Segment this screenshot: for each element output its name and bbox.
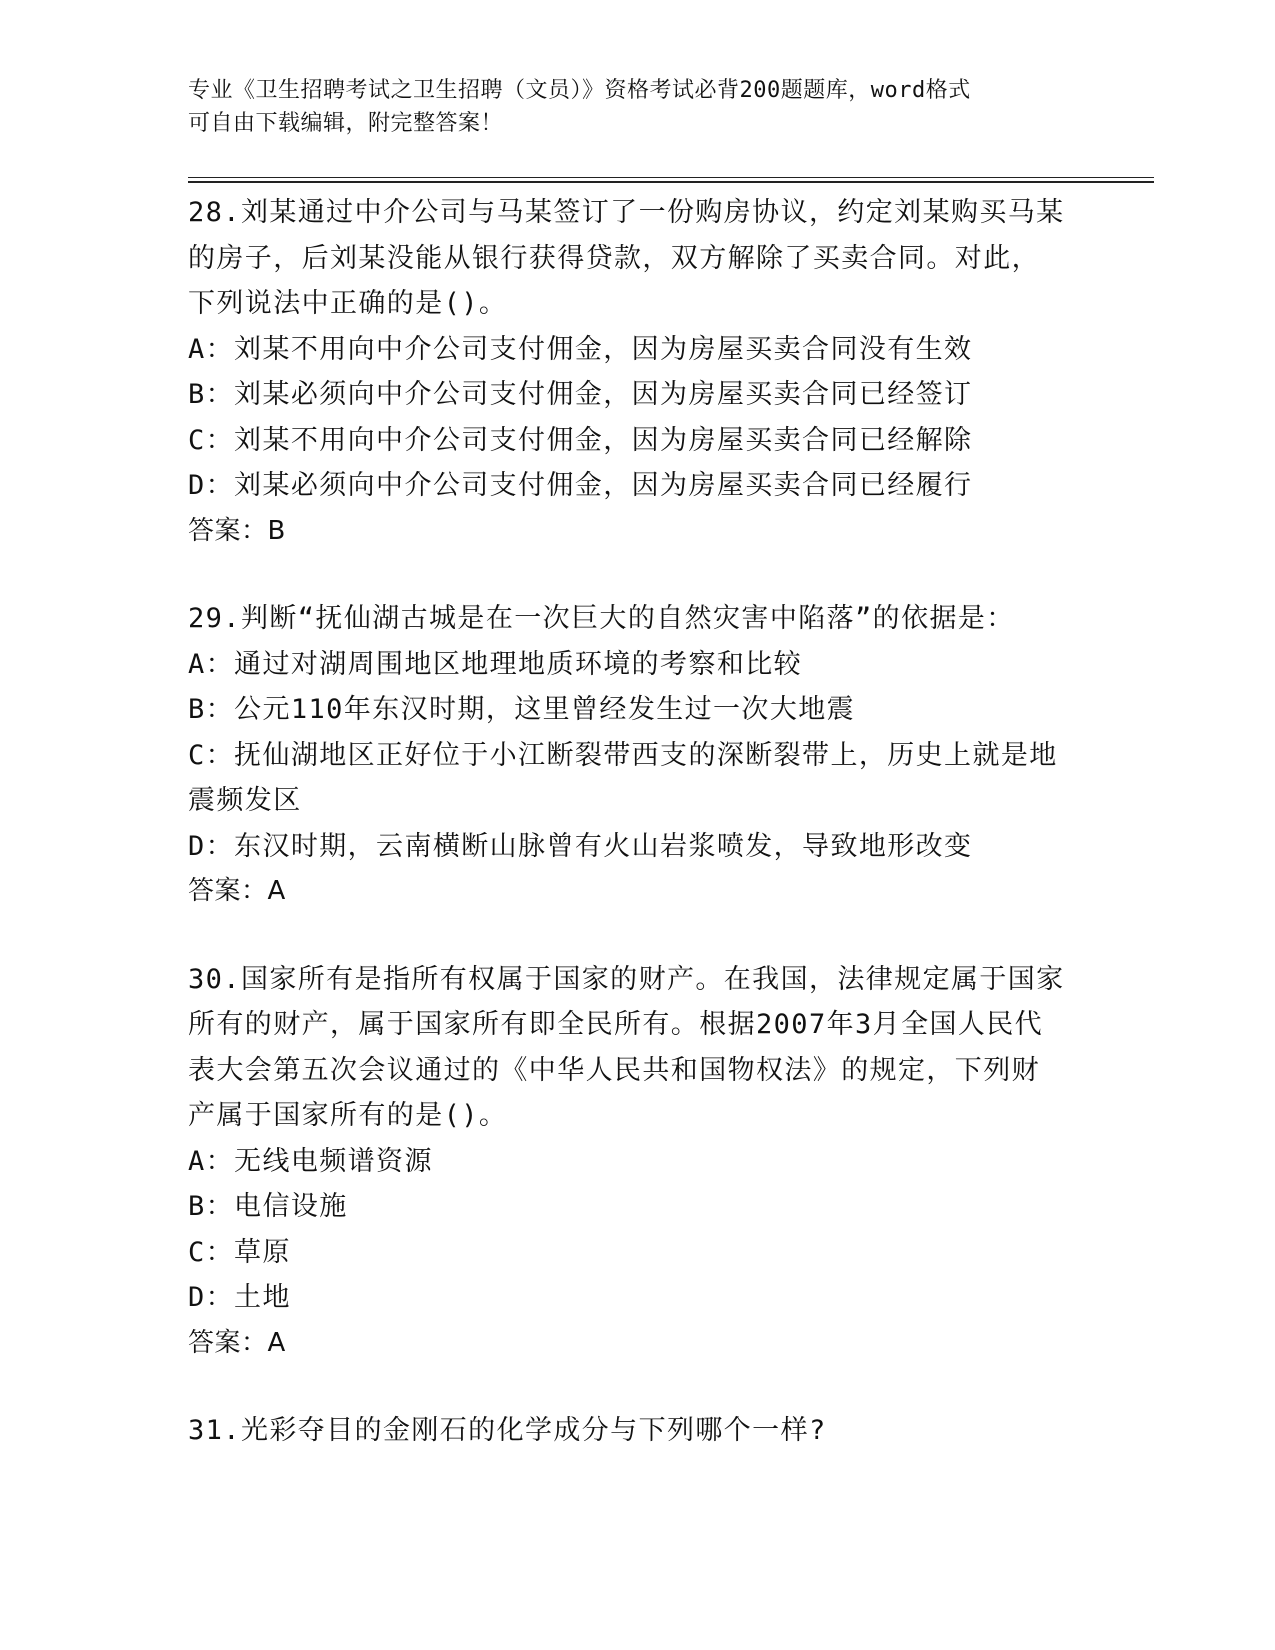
- answer-key: 答案：A: [188, 1327, 286, 1358]
- answer-option-line: C：刘某不用向中介公司支付佣金，因为房屋买卖合同已经解除: [188, 424, 973, 456]
- question-stem-line: 的房子，后刘某没能从银行获得贷款，双方解除了买卖合同。对此，: [188, 242, 1040, 274]
- question-stem-line: 下列说法中正确的是()。: [188, 288, 508, 319]
- question-block: [188, 190, 1088, 554]
- header-line-2: 可自由下载编辑，附完整答案！: [188, 111, 504, 136]
- answer-key: 答案：B: [188, 515, 286, 546]
- answer-option-line: B：刘某必须向中介公司支付佣金，因为房屋买卖合同已经签订: [188, 379, 973, 410]
- header-divider-thin: [188, 177, 1154, 178]
- answer-option-line: B：公元110年东汉时期，这里曾经发生过一次大地震: [188, 694, 856, 725]
- question-stem-line: 30.国家所有是指所有权属于国家的财产。在我国，法律规定属于国家: [188, 963, 1065, 995]
- answer-option-line: D：刘某必须向中介公司支付佣金，因为房屋买卖合同已经履行: [188, 470, 973, 501]
- header-line-1: 专业《卫生招聘考试之卫生招聘（文员）》资格考试必背200题题库，word格式: [188, 78, 971, 103]
- question-stem-line: 所有的财产，属于国家所有即全民所有。根据2007年3月全国人民代: [188, 1009, 1044, 1040]
- question-stem-line: 表大会第五次会议通过的《中华人民共和国物权法》的规定，下列财: [188, 1054, 1040, 1086]
- answer-option-line: A：无线电频谱资源: [188, 1145, 433, 1177]
- answer-option-line: B：电信设施: [188, 1191, 348, 1222]
- question-block: [188, 957, 1088, 1367]
- question-list: [188, 190, 1088, 1496]
- answer-option-line: D：东汉时期，云南横断山脉曾有火山岩浆喷发，导致地形改变: [188, 830, 973, 862]
- question-block: [188, 1408, 1088, 1454]
- answer-option-line: 震频发区: [188, 785, 302, 816]
- answer-option-line: A：刘某不用向中介公司支付佣金，因为房屋买卖合同没有生效: [188, 333, 973, 365]
- question-stem-line: 31.光彩夺目的金刚石的化学成分与下列哪个一样?: [188, 1415, 827, 1446]
- question-stem-line: 28.刘某通过中介公司与马某签订了一份购房协议，约定刘某购买马某: [188, 197, 1065, 228]
- answer-option-line: A：通过对湖周围地区地理地质环境的考察和比较: [188, 648, 803, 680]
- header-divider-thick: [188, 181, 1154, 183]
- document-header: [188, 74, 1088, 140]
- answer-option-line: C：草原: [188, 1236, 291, 1268]
- question-block: [188, 596, 1088, 915]
- question-stem-line: 产属于国家所有的是()。: [188, 1100, 508, 1131]
- answer-key: 答案：A: [188, 876, 286, 906]
- question-stem-line: 29.判断“抚仙湖古城是在一次巨大的自然灾害中陷落”的依据是：: [188, 603, 1015, 634]
- answer-option-line: C：抚仙湖地区正好位于小江断裂带西支的深断裂带上，历史上就是地: [188, 739, 1058, 771]
- answer-option-line: D：土地: [188, 1282, 291, 1313]
